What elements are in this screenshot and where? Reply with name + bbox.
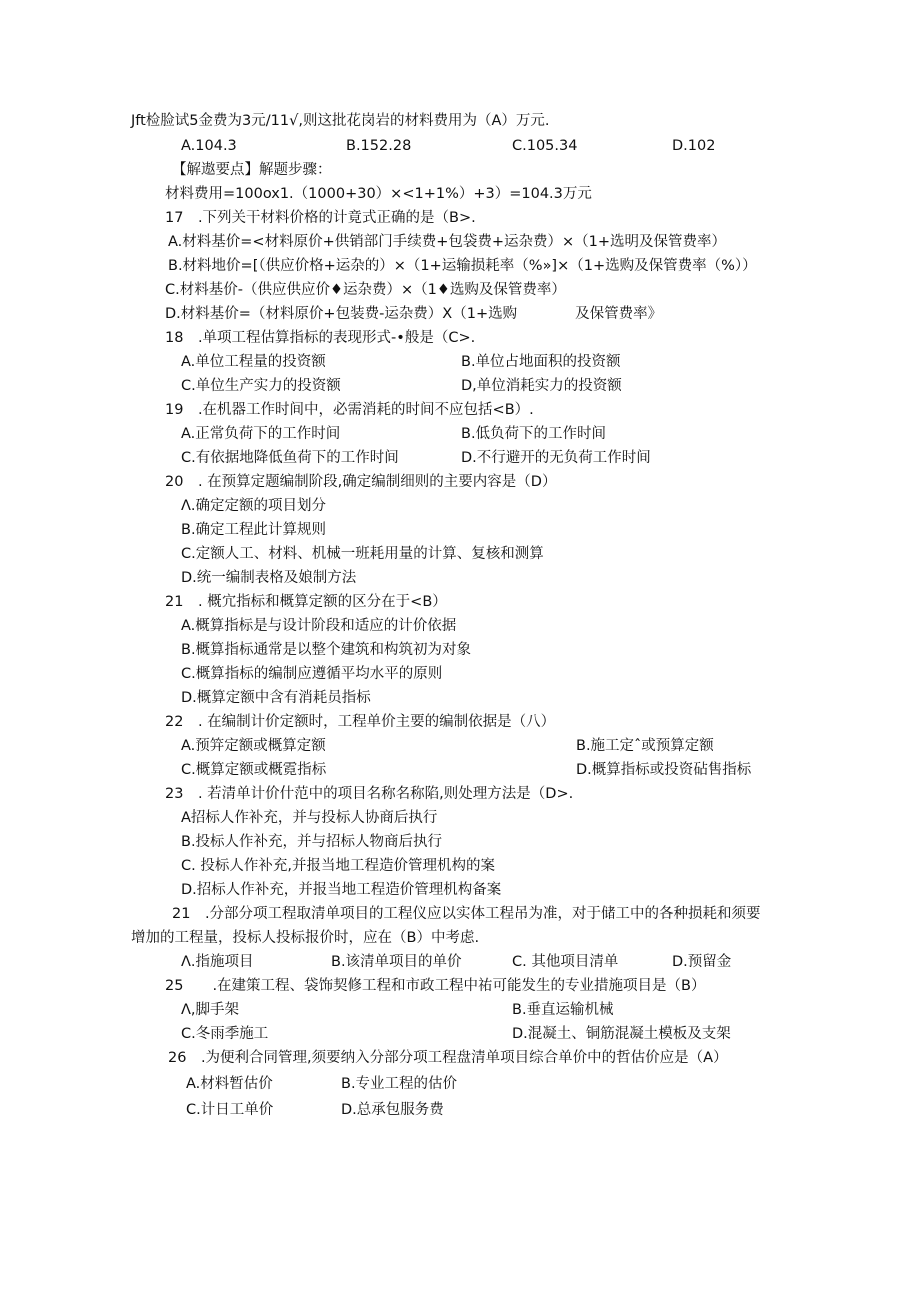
- q16-option-d: D.102: [672, 138, 716, 154]
- q22-option-d: D.概算指标或投资砧售指标: [576, 762, 752, 778]
- q17-option-d: D.材料基价=（材料原价+包装费-运杂费）X（1+选购 及保管费率》: [165, 306, 663, 322]
- q22-option-b: B.施工定ˆ或预算定额: [576, 738, 714, 754]
- q18-option-c: C.单位生产实力的投资额: [181, 378, 341, 394]
- q24-option-c: C. 其他项目清单: [512, 954, 619, 970]
- q25-option-b: B.垂直运输机械: [512, 1002, 614, 1018]
- q17-option-b: B.材料地价=[（供应价格+运杂的）×（1+运输损耗率（%»]×（1+选购及保管费率（%））: [168, 258, 757, 274]
- q18-option-a: A.单位工程量的投资额: [181, 354, 326, 370]
- q16-option-c: C.105.34: [512, 138, 578, 154]
- q20-option-c: C.定额人工、材料、机械一班耗用量的计算、复核和测算: [181, 546, 544, 562]
- q25-option-d: D.混凝土、铜筋混凝土模板及支架: [512, 1026, 731, 1042]
- q16-tail: Jft检脸试5金费为3元/11√,则这批花岗岩的材料费用为（A）万元.: [131, 113, 550, 129]
- q19-stem: 19 .在机器工作时间中，必需消耗的时间不应包括<B）.: [165, 402, 534, 418]
- q23-stem: 23 . 若清单计价什范中的项目名称名称陷,则处理方法是（D>.: [165, 786, 574, 802]
- q25-option-a: Λ,脚手架: [181, 1002, 240, 1018]
- q20-option-b: B.确定工程此计算规则: [181, 522, 327, 538]
- q23-option-d: D.招标人作补充，并报当地工程造价管理机构备案: [181, 882, 502, 898]
- q26-option-a: A.材料暂估价: [186, 1076, 273, 1092]
- q22-option-c: C.概算定额或概霓指标: [181, 762, 327, 778]
- q19-option-c: C.有依据地降低鱼荷下的工作时间: [181, 450, 399, 466]
- q17-option-a: A.材料基价=<材料原价+供销部门手续费+包袋费+运杂费）×（1+选明及保管费率）: [168, 234, 727, 250]
- q23-option-c: C. 投标人作补充,并报当地工程造价管理机构的案: [181, 858, 495, 874]
- q20-option-d: D.统一编制表格及娘制方法: [181, 570, 357, 586]
- q19-option-d: D.不行避开的无负荷工作时间: [461, 450, 651, 466]
- q18-option-b: B.单位占地面积的投资额: [461, 354, 621, 370]
- q21-option-c: C.概算指标的编制应遵循平均水平的原则: [181, 666, 443, 682]
- q16-option-a: A.104.3: [181, 138, 237, 154]
- q26-option-b: B.专业工程的估价: [341, 1076, 458, 1092]
- q22-stem: 22 . 在编制计价定额时，工程单价主要的编制依据是（八）: [165, 714, 556, 730]
- q19-option-a: A.正常负荷下的工作时间: [181, 426, 341, 442]
- q21-stem: 21 . 概宂指标和概算定额的区分在于<B）: [165, 594, 447, 610]
- q21-option-b: B.概算指标通常是以整个建筑和构筑初为对象: [181, 642, 472, 658]
- q24-option-b: B.该清单项目的单价: [331, 954, 462, 970]
- q20-option-a: Λ.确定定额的项目划分: [181, 498, 327, 514]
- q24-option-a: Λ.指施项目: [181, 954, 254, 970]
- q17-stem: 17 .下列关干材料价格的计竟式正确的是（B>.: [165, 210, 476, 226]
- q18-stem: 18 .单项工程估算指标的表现形式-•般是（C>.: [165, 330, 476, 346]
- q21-option-a: A.概算指标是与设计阶段和适应的计价依据: [181, 618, 457, 634]
- q26-option-d: D.总承包服务费: [341, 1102, 444, 1118]
- q23-option-b: B.投标人作补充，并与招标人物商后执行: [181, 834, 443, 850]
- q16-option-b: B.152.28: [346, 138, 412, 154]
- q16-analysis-title: 【解遨要点】解题步骤：: [172, 162, 332, 178]
- q26-option-c: C.计日工单价: [186, 1102, 274, 1118]
- q16-formula: 材料费用=100ox1.（1000+30）×<1+1%）+3）=104.3万元: [165, 186, 592, 202]
- q18-option-d: D,单位消耗实力的投资额: [461, 378, 622, 394]
- q21-option-d: D.概算定额中含有消耗员指标: [181, 690, 371, 706]
- q25-option-c: C.冬雨季施工: [181, 1026, 269, 1042]
- q17-option-c: C.材料基价-（供应供应价♦运杂费）×（1♦选购及保管费率）: [165, 282, 566, 298]
- q24-stem-line1: 21 .分部分项工程取清单项目的工程仪应以实体工程吊为准，对于储工中的各种损耗和须要: [172, 906, 761, 922]
- q25-stem: 25 .在建策工程、袋饰契修工程和市政工程中祐可能发生的专业措施项目是（B）: [165, 978, 706, 994]
- q24-stem-line2: 增加的工程量，投标人投标报价时，应在（B）中考虑.: [131, 930, 480, 946]
- q26-stem: 26 .为便利合同管理,须要纳入分部分项工程盘清单项目综合单价中的哲估价应是（A）: [168, 1050, 728, 1066]
- q23-option-a: A招标人作补充，并与投标人协商后执行: [181, 810, 438, 826]
- q20-stem: 20 . 在预算定题编制阶段,确定编制细则的主要内容是（D）: [165, 474, 557, 490]
- q19-option-b: B.低负荷下的工作时间: [461, 426, 607, 442]
- q22-option-a: A.预笄定额或概算定额: [181, 738, 326, 754]
- q24-option-d: D.预留金: [672, 954, 732, 970]
